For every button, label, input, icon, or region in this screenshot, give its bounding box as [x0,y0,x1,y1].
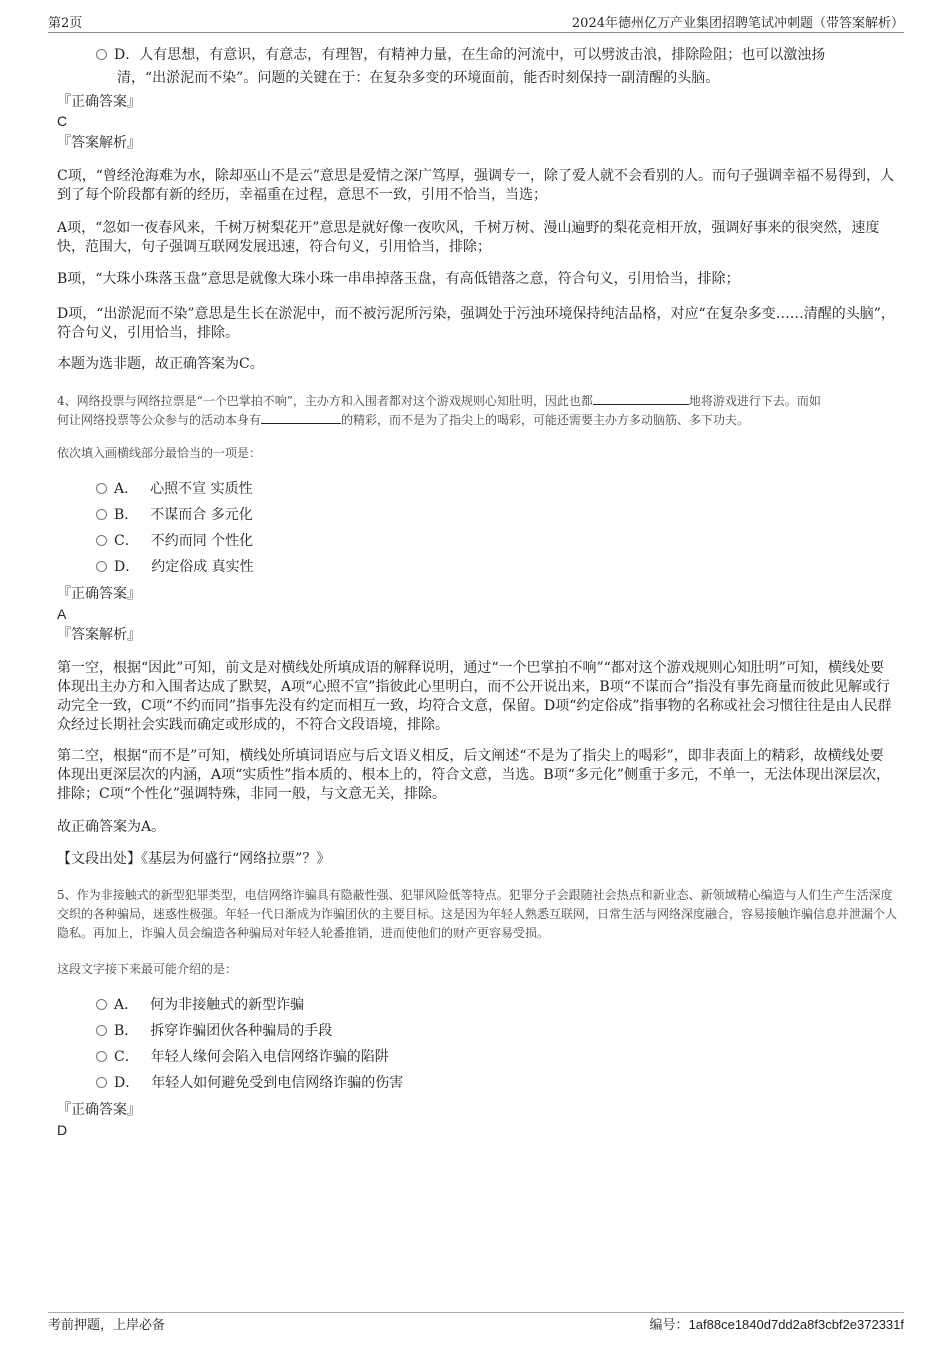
option-text: 约定俗成 真实性 [151,559,254,575]
option-letter: C． [114,1049,139,1065]
q3-analysis-c: C项，“曾经沧海难为水，除却巫山不是云”意思是爱情之深广笃厚，强调专一，除了爱人就不会看别的人。而句子强调幸福不易得到，人到了每个阶段都有新的经历，幸福重在过程，意思不一致，引用不恰当，当选； [57,168,895,203]
q4-analysis-label: 『答案解析』 [57,627,141,643]
q3-option-d-line1: D．人有思想，有意识，有意志，有理智，有精神力量，在生命的河流中，可以劈波击浪，排除险阻；也可以激浊扬 [114,47,826,63]
q3-answer: C [57,113,68,129]
q4-conclusion: 故正确答案为A。 [57,819,166,835]
option-letter: D． [114,559,140,575]
q5-option-b[interactable] [96,1022,332,1041]
document-title: 2024年德州亿万产业集团招聘笔试冲刺题（带答案解析） [571,16,904,31]
q3-option-d[interactable] [96,46,896,65]
q4-source: 【文段出处】《基层为何盛行“网络拉票”？》 [57,851,331,867]
document-code [650,1314,904,1333]
option-letter: A． [114,481,139,497]
q5-option-d[interactable] [96,1074,403,1093]
q3-conclusion: 本题为选非题，故正确答案为C。 [57,356,264,372]
option-letter: B． [114,507,139,523]
q4-blank-1 [593,392,689,405]
radio-icon[interactable] [96,483,107,494]
option-text: 拆穿诈骗团伙各种骗局的手段 [150,1023,333,1039]
radio-icon[interactable] [96,49,107,60]
q4-option-c[interactable] [96,532,253,551]
code-value: 1af88ce1840d7dd2a8f3cbf2e372331f [688,1317,904,1332]
q3-answer-label: 『正确答案』 [57,94,141,110]
q3-option-d-cont [117,69,907,88]
code-label: 编号： [649,1318,689,1333]
radio-icon[interactable] [96,999,107,1010]
q3-analysis-d: D项，“出淤泥而不染”意思是生长在淤泥中，而不被污泥所污染，强调处于污浊环境保持纯洁品格，对应“在复杂多变……清醒的头脑”，符合句义，引用恰当，排除。 [57,306,895,341]
q4-stem-part1: 4、网络投票与网络拉票是“一个巴掌拍不响”，主办方和入围者都对这个游戏规则心知肚明，因此也都 [57,394,593,408]
q4-prompt: 依次填入画横线部分最恰当的一项是： [57,446,262,460]
q4-analysis-first-blank: 第一空，根据“因此”可知，前文是对横线处所填成语的解释说明，通过“一个巴掌拍不响”“都对这个游戏规则心知肚明”可知，横线处要体现出主办方和入围者达成了默契，A项“心照不宣”指彼此心里明白，而不公开说出来，B项“不谋而合”指没有事先商量而彼此见解或行动完全一致，C项“不约而同”指事先没有约定而相互一致，均符合文意，保留。D项“约定俗成”指事物的名称或社会习惯往往是由人民群众经过长期社会实践而确定或形成的，不符合文段语境，排除。 [57,660,892,733]
header-divider [48,32,904,33]
page-number: 第2页 [48,16,83,31]
radio-icon[interactable] [96,509,107,520]
q4-option-d[interactable] [96,558,254,577]
q4-answer: A [57,606,67,622]
page-footer [48,1314,904,1334]
radio-icon[interactable] [96,1025,107,1036]
q5-prompt: 这段文字接下来最可能介绍的是： [57,962,238,976]
q4-answer-label: 『正确答案』 [57,586,141,602]
q4-option-b[interactable] [96,506,253,525]
option-text: 年轻人如何避免受到电信网络诈骗的伤害 [151,1075,404,1091]
q3-analysis-label: 『答案解析』 [57,135,141,151]
option-text: 心照不宣 实质性 [150,481,253,497]
q4-stem [57,392,897,430]
page-header [48,12,904,32]
radio-icon[interactable] [96,561,107,572]
option-text: 不谋而合 多元化 [150,507,253,523]
q5-stem: 5、作为非接触式的新型犯罪类型，电信网络诈骗具有隐蔽性强、犯罪风险低等特点。犯罪分子会跟随社会热点和新业态、新领域精心编造与人们生产生活深度交织的各种骗局，迷惑性极强。年轻一代日渐成为诈骗团伙的主要目标。这是因为年轻人熟悉互联网，日常生活与网络深度融合，容易接触诈骗信息并泄漏个人隐私。再加上，诈骗人员会编造各种骗局对年轻人轮番推销，进而使他们的财产更容易受损。 [57,888,898,940]
footer-slogan: 考前押题，上岸必备 [48,1318,166,1333]
q5-answer-label: 『正确答案』 [57,1102,141,1118]
q4-blank-2 [261,411,341,424]
q5-option-a[interactable] [96,996,304,1015]
q4-stem-part4: 的精彩，而不是为了指尖上的喝彩，可能还需要主办方多动脑筋、多下功夫。 [341,413,750,427]
q5-option-c[interactable] [96,1048,389,1067]
footer-divider [48,1312,904,1313]
radio-icon[interactable] [96,1051,107,1062]
q3-analysis-a: A项，“忽如一夜春风来，千树万树梨花开”意思是就好像一夜吹风，千树万树、漫山遍野的梨花竞相开放，强调好事来的很突然，速度快，范围大，句子强调互联网发展迅速，符合句义，引用恰当，排除； [57,220,880,255]
q3-option-d-line2: 清，“出淤泥而不染”。问题的关键在于：在复杂多变的环境面前，能否时刻保持一副清醒的头脑。 [117,70,720,86]
option-letter: A． [114,997,139,1013]
q3-analysis-b: B项，“大珠小珠落玉盘”意思是就像大珠小珠一串串掉落玉盘，有高低错落之意，符合句义，引用恰当，排除； [57,271,740,287]
radio-icon[interactable] [96,535,107,546]
option-letter: C． [114,533,139,549]
q5-answer: D [57,1122,68,1138]
q4-analysis-second-blank: 第二空，根据“而不是”可知，横线处所填词语应与后文语义相反，后文阐述“不是为了指尖上的喝彩”，即非表面上的精彩，故横线处要体现出更深层次的内涵，A项“实质性”指本质的、根本上的，符合文意，当选。B项“多元化”侧重于多元，不单一，无法体现出深层次，排除；C项“个性化”强调特殊，非同一般，与文意无关，排除。 [57,748,891,802]
option-letter: B． [114,1023,139,1039]
option-letter: D． [114,1075,140,1091]
option-text: 何为非接触式的新型诈骗 [150,997,305,1013]
option-text: 不约而同 个性化 [150,533,254,549]
q4-stem-part2: 地将游戏进行下去。而如 [688,394,821,408]
q4-option-a[interactable] [96,480,253,499]
radio-icon[interactable] [96,1077,107,1088]
option-text: 年轻人缘何会陷入电信网络诈骗的陷阱 [150,1049,389,1065]
q4-stem-part3: 何让网络投票等公众参与的活动本身有 [57,413,262,427]
